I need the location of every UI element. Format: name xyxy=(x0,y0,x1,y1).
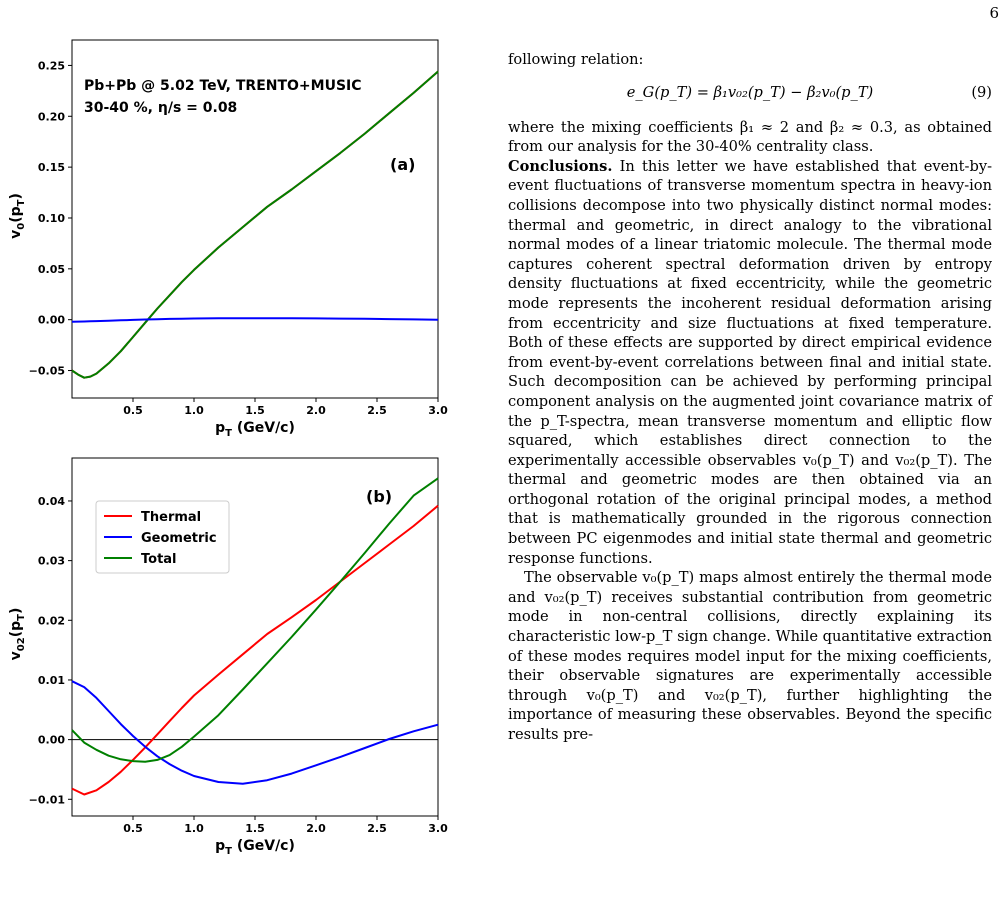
y-tick-label: −0.05 xyxy=(28,364,65,378)
paragraph-mixing: where the mixing coefficients β₁ ≈ 2 and β₂ ≈ 0.3, as obtained from our analysis for the 30-40% centrality class. xyxy=(508,118,992,156)
figure-panel-b xyxy=(0,458,470,857)
x-tick-label: 3.0 xyxy=(428,404,448,417)
page-number: 6 xyxy=(989,4,999,22)
y-tick-label: 0.10 xyxy=(37,211,65,225)
x-tick-label: 1.5 xyxy=(245,404,265,417)
y-tick-label: 0.02 xyxy=(37,614,65,628)
intro-line: following relation: xyxy=(508,51,644,68)
x-axis-label: $p_T$ (GeV/c) xyxy=(215,420,295,439)
panel-label: (b) xyxy=(366,487,393,506)
y-tick-label: 0.01 xyxy=(37,673,65,687)
paragraph-conclusions xyxy=(508,157,992,568)
y-tick-label: −0.01 xyxy=(28,793,65,807)
x-tick-label: 0.5 xyxy=(123,404,143,417)
x-tick-label: 2.5 xyxy=(367,404,387,417)
y-tick-label: 0.20 xyxy=(37,110,65,124)
y-tick-label: 0.15 xyxy=(37,161,65,175)
panel-label: (a) xyxy=(390,155,416,174)
x-tick-label: 2.0 xyxy=(306,822,326,835)
equation-body: e_G(p_T) = β₁v₀₂(p_T) − β₂v₀(p_T) xyxy=(626,83,874,101)
y-tick-label: 0.00 xyxy=(37,733,65,747)
y-axis-label: $v_0(p_T)$ xyxy=(8,193,27,239)
y-tick-label: 0.05 xyxy=(37,262,65,276)
body-text-column xyxy=(508,50,992,745)
conclusions-body: In this letter we have established that event-by-event fluctuations of transverse momentum spectra in heavy-ion collisions decompose into two physically distinct normal modes: thermal and geometric, in direct analogy to the vibrational normal modes of a linear triatomic molecule. The thermal mode captures coherent spectral deformation driven by entropy density fluctuations at fixed eccentricity, while the geometric mode represents the incoherent residual deformation arising from eccentricity and size fluctuations at fixed temperature. Both of these effects are supported by direct empirical evidence from event-by-event correlations between final and initial state. Such decomposition can be achieved by performing principal component analysis on the augmented joint covariance matrix of the p_T-spectra, mean transverse momentum and elliptic flow squared, which establishes direct connection to the experimentally accessible observables v₀(p_T) and v₀₂(p_T). The thermal and geometric modes are then obtained via an orthogonal rotation of the original principal modes, a method that is mathematically grounded in the rigorous connection between PC eigenmodes and initial state thermal and geometric response functions. xyxy=(508,157,992,567)
annotation-line1: Pb+Pb @ 5.02 TeV, TRENTO+MUSIC xyxy=(84,78,362,94)
x-tick-label: 1.5 xyxy=(245,822,265,835)
conclusions-heading: Conclusions. xyxy=(508,157,613,175)
x-tick-label: 1.0 xyxy=(184,822,204,835)
legend-label-total: Total xyxy=(141,552,177,567)
y-tick-label: 0.04 xyxy=(37,494,65,508)
plot-lines xyxy=(72,72,438,378)
y-tick-label: 0.25 xyxy=(37,59,65,73)
legend-label-thermal: Thermal xyxy=(141,510,202,525)
equation-number: (9) xyxy=(971,83,992,101)
y-tick-label: 0.03 xyxy=(37,554,65,568)
legend-label-geometric: Geometric xyxy=(141,531,217,546)
legend xyxy=(96,501,229,573)
x-tick-label: 1.0 xyxy=(184,404,204,417)
figure-panel-a xyxy=(0,40,470,439)
x-tick-label: 2.0 xyxy=(306,404,326,417)
y-axis-label: $v_{02}(p_T)$ xyxy=(8,607,27,661)
series-line-geometric xyxy=(72,318,438,322)
series-line-total xyxy=(72,72,438,378)
paragraph-observables: The observable v₀(p_T) maps almost entirely the thermal mode and v₀₂(p_T) receives substantial contribution from geometric mode in non-central collisions, directly explaining its characteristic low-p_T sign change. While quantitative extraction of these modes requires model input for the mixing coefficients, their observable signatures are experimentally accessible through v₀(p_T) and v₀₂(p_T), further highlighting the importance of measuring these observables. Beyond the specific results pre- xyxy=(508,569,992,743)
equation-9 xyxy=(508,83,992,105)
x-tick-label: 2.5 xyxy=(367,822,387,835)
series-line-geometric xyxy=(72,681,438,784)
annotation-line2: 30-40 %, η/s = 0.08 xyxy=(84,100,238,116)
x-tick-label: 0.5 xyxy=(123,822,143,835)
x-axis-label: $p_T$ (GeV/c) xyxy=(215,838,295,857)
y-tick-label: 0.00 xyxy=(37,313,65,327)
x-tick-label: 3.0 xyxy=(428,822,448,835)
